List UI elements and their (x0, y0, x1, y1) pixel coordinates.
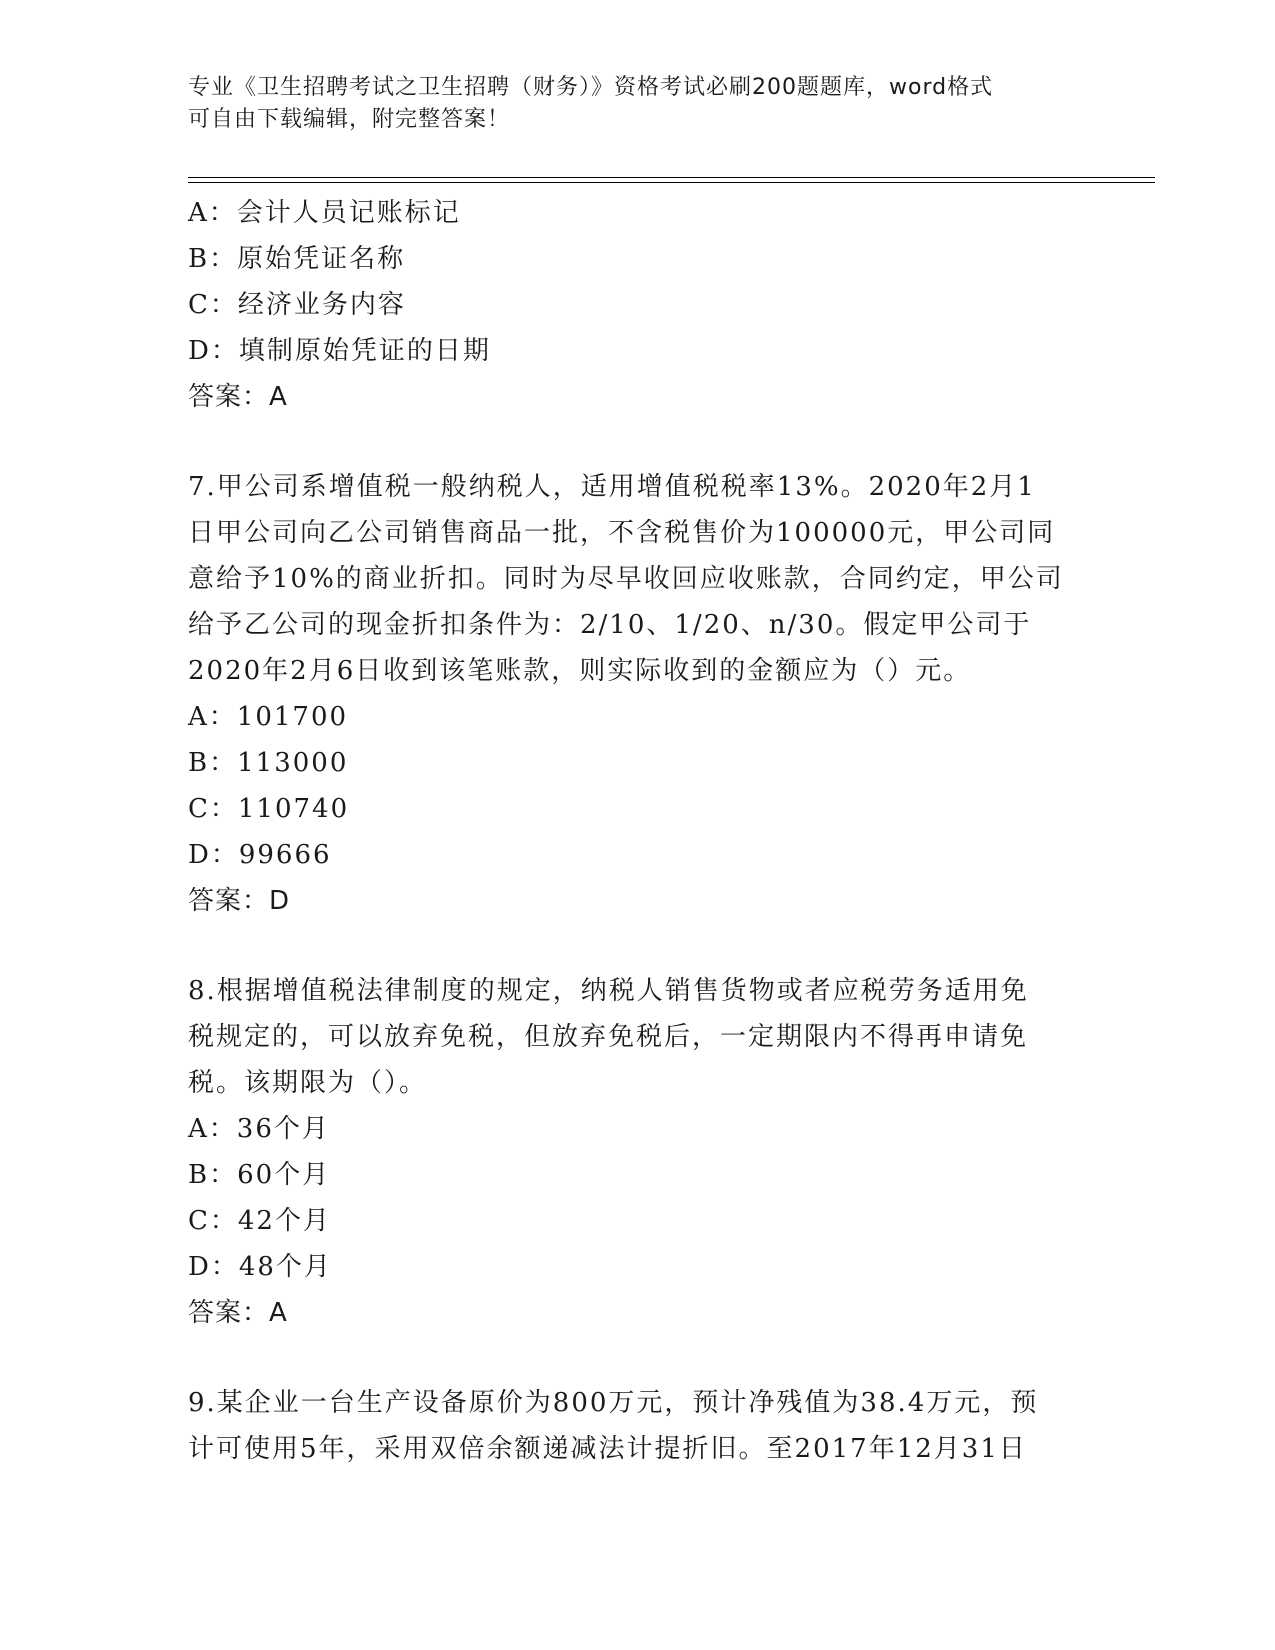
header-divider-top (188, 177, 1155, 178)
question-8-block (188, 968, 1088, 1336)
answer-text: 答案：A (188, 382, 288, 412)
option-b: B：原始凭证名称 (188, 244, 406, 274)
question-stem-line: 税规定的，可以放弃免税，但放弃免税后，一定期限内不得再申请免 (188, 1022, 1029, 1052)
answer-text: 答案：A (188, 1298, 288, 1328)
option-a: A：36个月 (188, 1114, 330, 1144)
option-c: C：42个月 (188, 1206, 331, 1236)
question-stem-line: 给予乙公司的现金折扣条件为：2/10、1/20、n/30。假定甲公司于 (188, 610, 1032, 640)
option-b: B：113000 (188, 748, 349, 778)
option-c: C：110740 (188, 794, 350, 824)
header-divider-bottom (188, 182, 1155, 183)
question-stem-line: 计可使用5年，采用双倍余额递减法计提折旧。至2017年12月31日 (188, 1434, 1027, 1464)
question-7-block (188, 464, 1088, 924)
option-b: B：60个月 (188, 1160, 331, 1190)
option-d: D：48个月 (188, 1252, 332, 1282)
document-header (188, 72, 1068, 136)
document-body (188, 190, 1088, 1472)
option-d: D：99666 (188, 840, 332, 870)
question-9-block (188, 1380, 1088, 1472)
question-6-block (188, 190, 1088, 420)
option-a: A：会计人员记账标记 (188, 198, 461, 228)
question-stem-line: 日甲公司向乙公司销售商品一批，不含税售价为100000元，甲公司同 (188, 518, 1056, 548)
question-stem-line: 8.根据增值税法律制度的规定，纳税人销售货物或者应税劳务适用免 (188, 976, 1029, 1006)
answer-text: 答案：D (188, 886, 291, 916)
header-line-1: 专业《卫生招聘考试之卫生招聘（财务）》资格考试必刷200题题库，word格式 (188, 75, 994, 100)
header-line-2: 可自由下载编辑，附完整答案！ (188, 107, 511, 132)
option-c: C：经济业务内容 (188, 290, 406, 320)
question-stem-line: 2020年2月6日收到该笔账款，则实际收到的金额应为（）元。 (188, 656, 972, 686)
question-stem-line: 意给予10%的商业折扣。同时为尽早收回应收账款，合同约定，甲公司 (188, 564, 1064, 594)
option-a: A：101700 (188, 702, 349, 732)
question-stem-line: 9.某企业一台生产设备原价为800万元，预计净残值为38.4万元，预 (188, 1388, 1039, 1418)
option-d: D：填制原始凭证的日期 (188, 336, 491, 366)
question-stem-line: 税。该期限为（）。 (188, 1068, 428, 1098)
question-stem-line: 7.甲公司系增值税一般纳税人，适用增值税税率13%。2020年2月1 (188, 472, 1036, 502)
